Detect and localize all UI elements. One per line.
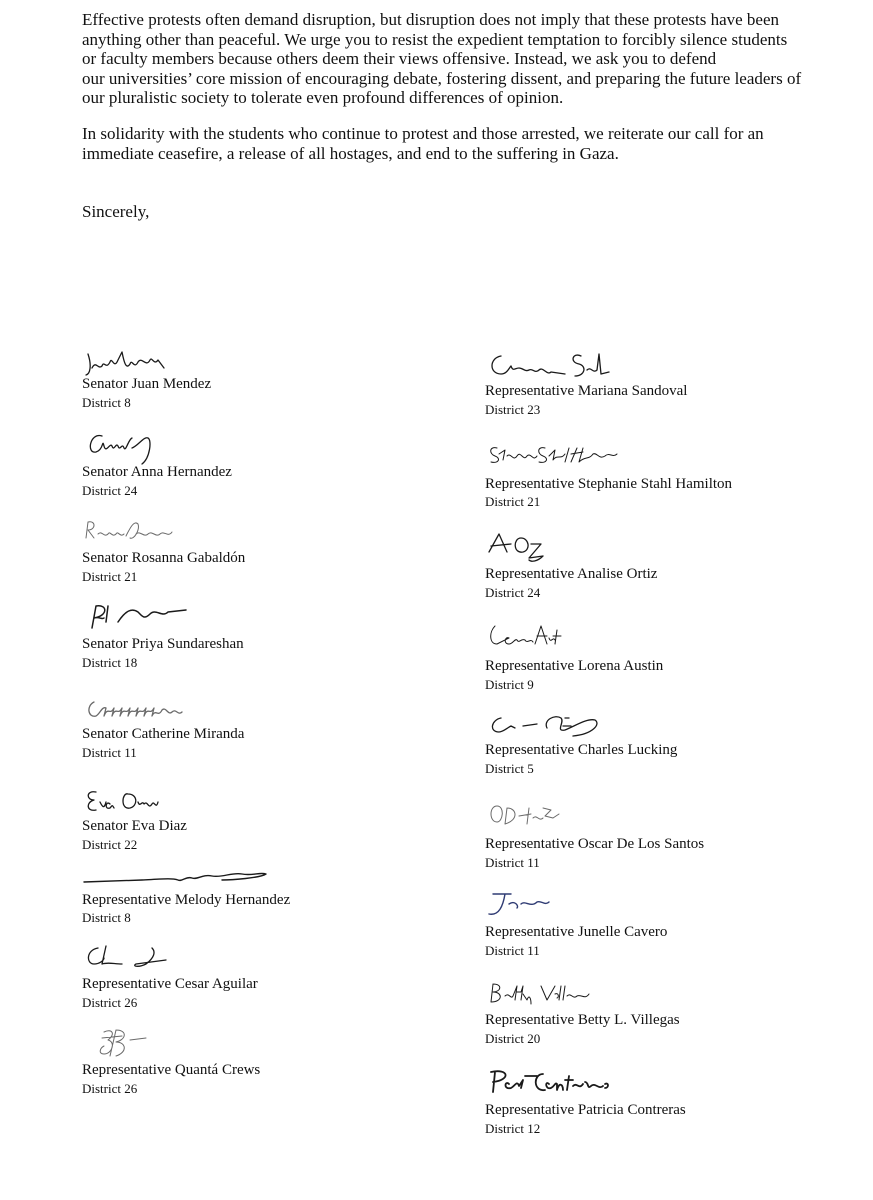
signatory-name: Representative Analise Ortiz <box>485 566 658 582</box>
signature-image <box>82 1024 172 1060</box>
signatory-name: Representative Oscar De Los Santos <box>485 836 705 852</box>
signatory-district: District 5 <box>485 761 534 776</box>
signature-image <box>485 346 615 382</box>
signatory-name: Representative Betty L. Villegas <box>485 1012 680 1028</box>
paragraph-line: Effective protests often demand disruption, but disruption does not imply that these protests have been <box>82 10 780 29</box>
signatory-district: District 11 <box>485 855 540 870</box>
signature-image <box>82 696 192 724</box>
signature-image <box>485 890 555 920</box>
signatory-name: Representative Quantá Crews <box>82 1062 261 1078</box>
signatory-name: Representative Junelle Cavero <box>485 924 668 940</box>
signatory-district: District 11 <box>82 745 137 760</box>
signatory-district: District 8 <box>82 910 131 925</box>
signature-image <box>82 516 182 546</box>
signatory-district: District 12 <box>485 1121 541 1136</box>
signatory-district: District 21 <box>82 569 138 584</box>
signatory-name: Representative Patricia Contreras <box>485 1102 686 1118</box>
signatory-name: Representative Melody Hernandez <box>82 892 291 908</box>
signature-image <box>485 530 555 562</box>
signature-image <box>82 862 272 888</box>
signature-image <box>82 942 192 972</box>
signatory-name: Representative Mariana Sandoval <box>485 383 688 399</box>
signature-image <box>485 980 595 1008</box>
signatory-name: Senator Catherine Miranda <box>82 726 245 742</box>
paragraph-line: anything other than peaceful. We urge you to resist the expedient temptation to forcibly silence students <box>82 29 788 49</box>
signatory-name: Senator Anna Hernandez <box>82 464 232 480</box>
signature-image <box>82 428 182 460</box>
signature-image <box>485 622 565 652</box>
signature-image <box>485 440 635 468</box>
paragraph-line: immediate ceasefire, a release of all hostages, and end to the suffering in Gaza. <box>82 143 619 163</box>
signature-image <box>485 710 605 740</box>
signatory-district: District 8 <box>82 395 131 410</box>
signature-image <box>82 602 202 632</box>
signatory-district: District 20 <box>485 1031 541 1046</box>
signatory-district: District 24 <box>82 483 138 498</box>
paragraph-line: or faculty members because others deem their views offensive. Instead, we ask you to defend <box>82 49 717 68</box>
signatory-district: District 24 <box>485 585 541 600</box>
signature-image <box>82 348 182 378</box>
signature-image <box>82 786 172 816</box>
signatory-name: Representative Cesar Aguilar <box>82 976 258 992</box>
paragraph-line: our pluralistic society to tolerate even profound differences of opinion. <box>82 88 564 107</box>
signatory-name: Senator Rosanna Gabaldón <box>82 550 246 566</box>
signatory-name: Senator Priya Sundareshan <box>82 636 244 652</box>
signatory-district: District 18 <box>82 655 138 670</box>
signatory-district: District 9 <box>485 677 534 692</box>
signatory-name: Representative Stephanie Stahl Hamilton <box>485 476 733 492</box>
letter-paragraph-2 <box>82 124 822 163</box>
signatory-district: District 21 <box>485 494 541 509</box>
signatory-district: District 23 <box>485 402 541 417</box>
paragraph-line: In solidarity with the students who continue to protest and those arrested, we reiterate our call for an <box>82 124 764 143</box>
signature-image <box>485 1066 615 1098</box>
signatory-district: District 26 <box>82 995 138 1010</box>
letter-paragraph-1 <box>82 10 822 108</box>
letter-closing: Sincerely, <box>82 202 150 221</box>
signatory-district: District 26 <box>82 1081 138 1096</box>
signatory-name: Representative Charles Lucking <box>485 742 678 758</box>
signature-image <box>485 800 575 830</box>
signatory-district: District 22 <box>82 837 138 852</box>
signatory-district: District 11 <box>485 943 540 958</box>
signatory-name: Senator Juan Mendez <box>82 376 212 392</box>
signatory-name: Senator Eva Diaz <box>82 818 187 834</box>
paragraph-line: our universities’ core mission of encouraging debate, fostering dissent, and preparing the future leaders of <box>82 68 802 88</box>
signatory-name: Representative Lorena Austin <box>485 658 664 674</box>
